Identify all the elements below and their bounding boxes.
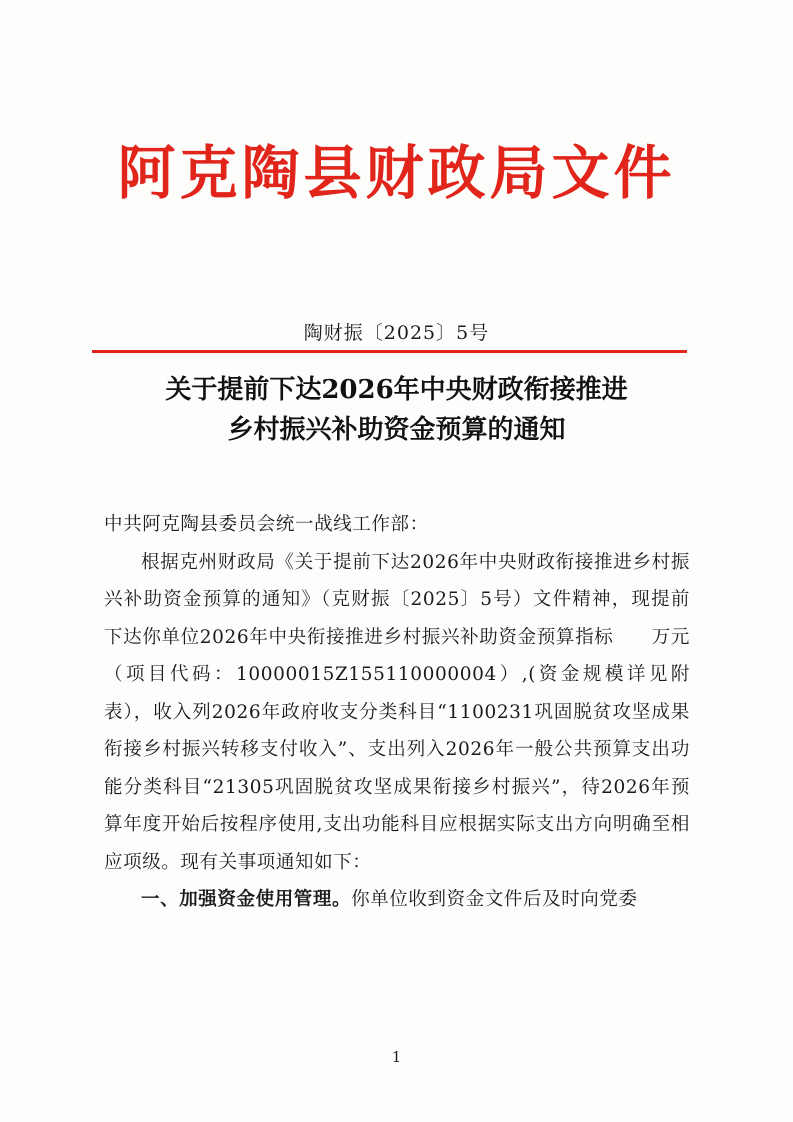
document-title: [0, 370, 793, 450]
document-title-line-2: 乡村振兴补助资金预算的通知: [227, 415, 566, 445]
document-number: 陶财振〔2025〕5号: [303, 322, 490, 344]
body-paragraph: 根据克州财政局《关于提前下达2026年中央财政衔接推进乡村振兴补助资金预算的通知》（克财振〔2025〕5号）文件精神，现提前下达你单位2026年中央衔接推进乡村振兴补助资金预算指标 万元（项目代码：10000015Z155110000004）,(资金规模详见附表），收入列2026年政府收支分类科目“1100231巩固脱贫攻坚成果衔接乡村振兴转移支付收入”、支出列入2026年一般公共预算支出功能分类科目“21305巩固脱贫攻坚成果衔接乡村振兴”，待2026年预算年度开始后按程序使用,支出功能科目应根据实际支出方向明确至相应项级。现有关事项通知如下：: [104, 551, 690, 873]
section-1-heading: 一、加强资金使用管理。: [141, 889, 352, 910]
document-body: [104, 506, 690, 919]
section-1-paragraph: [104, 881, 690, 919]
section-1-text: 你单位收到资金文件后及时向党委: [351, 889, 638, 910]
document-title-line-1: 关于提前下达2026年中央财政衔接推进: [165, 375, 628, 405]
salutation: 中共阿克陶县委员会统一战线工作部：: [104, 514, 429, 535]
masthead-title: 阿克陶县财政局文件: [117, 139, 676, 207]
page-number: 1: [391, 1048, 402, 1066]
red-divider-rule: [92, 350, 687, 353]
